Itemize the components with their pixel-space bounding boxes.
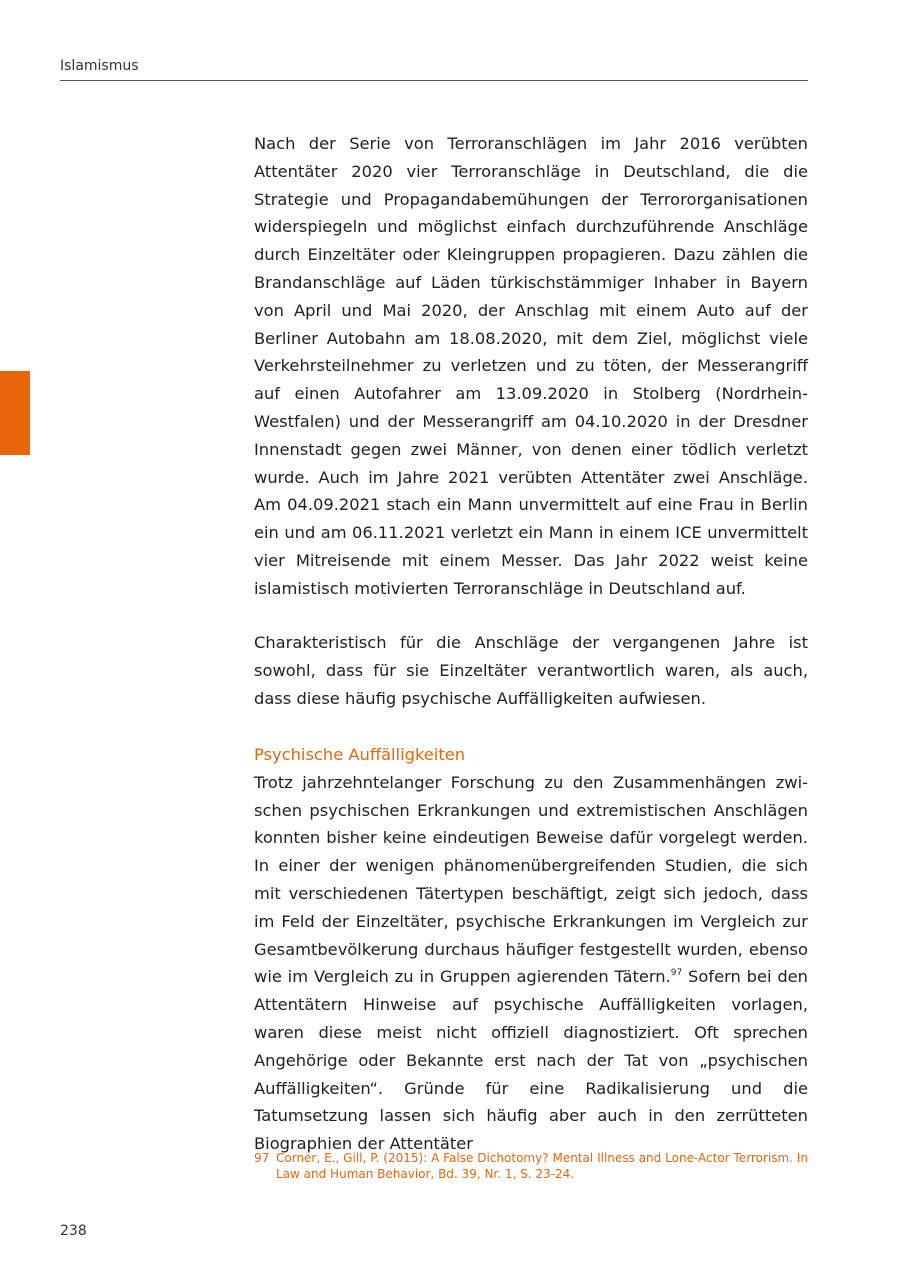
chapter-tab-marker xyxy=(0,371,30,455)
section-text-after-ref: Sofern bei den Attentätern Hinweise auf psychische Auffälligkeiten vorlagen, waren diese meist nicht offiziell diagnostiziert. Oft sprechen Angehörige oder Bekannte erst nach der Tat von „psychischen Auffälligkeiten“. Gründe für eine Radikalisierung und die Tatumsetzung lassen sich häufig aber auch in den zerrütteten Biographien der Attentäter xyxy=(254,967,808,1154)
body-paragraph: Charakteristisch für die Anschläge der vergangenen Jahre ist sowohl, dass für sie Einzeltäter verantwortlich waren, als auch, dass diese häufig psychische Auffälligkeiten aufwiesen. xyxy=(254,633,808,708)
body-paragraph: Nach der Serie von Terroranschlägen im Jahr 2016 verübten Attentäter 2020 vier Terroranschläge in Deutschland, die die Strategie und Propagandabemühungen der Terrororganisationen widerspiegeln und möglichst einfach durchzuführende Anschläge durch Einzeltäter oder Kleingruppen propagieren. Dazu zählen die Brandanschläge auf Läden türkischstämmiger Inhaber in Bayern von April und Mai 2020, der Anschlag mit einem Auto auf der Berliner Autobahn am 18.08.2020, mit dem Ziel, möglichst viele Verkehrsteilnehmer zu verletzen und zu töten, der Messerangriff auf einen Autofahrer am 13.09.2020 in Stolberg (Nordrhein-Westfalen) und der Messerangriff am 04.10.2020 in der Dresdner Innenstadt gegen zwei Männer, von denen einer tödlich verletzt wurde. Auch im Jahre 2021 verübten Attentäter zwei Anschläge. Am 04.09.2021 stach ein Mann unvermittelt auf eine Frau in Berlin ein und am 06.11.2021 verletzt ein Mann in einem ICE unvermittelt vier Mitreisende mit einem Messer. Das Jahr 2022 weist keine islamistisch motivierten Terroranschläge in Deutschland auf. xyxy=(254,134,808,598)
section-heading: Psychische Auffälligkeiten xyxy=(254,745,466,764)
footnote-number: 97 xyxy=(254,1151,270,1165)
footnote xyxy=(254,1150,808,1182)
running-header: Islamismus xyxy=(60,58,139,74)
section-paragraph xyxy=(254,769,808,1158)
section-block xyxy=(254,741,808,1158)
footnote-reference[interactable]: 97 xyxy=(670,967,683,978)
section-text-before-ref: Trotz jahrzehntelanger Forschung zu den Zusammenhängen zwischen psychischen Erkrankungen und extremistischen Anschlägen konnten bisher keine eindeutigen Beweise dafür vorgelegt werden. In einer der wenigen phänomenübergreifenden Studien, die sich mit verschiedenen Tätertypen beschäftigt, zeigt sich jedoch, dass im Feld der Einzeltäter, psychische Erkrankungen im Vergleich zur Gesamtbevölkerung durchaus häufiger festgestellt wurden, ebenso wie im Vergleich zu in Gruppen agierenden Tätern. xyxy=(254,772,808,987)
body-paragraph-2-block xyxy=(254,629,808,712)
footnote-text: Corner, E., Gill, P. (2015): A False Dichotomy? Mental Illness and Lone-Actor Terrorism. In Law and Human Behavior, Bd. 39, Nr. 1, S. 23-24. xyxy=(276,1151,808,1181)
page-number: 238 xyxy=(60,1223,87,1239)
header-rule xyxy=(60,80,808,81)
body-paragraph-1-block xyxy=(254,130,808,603)
